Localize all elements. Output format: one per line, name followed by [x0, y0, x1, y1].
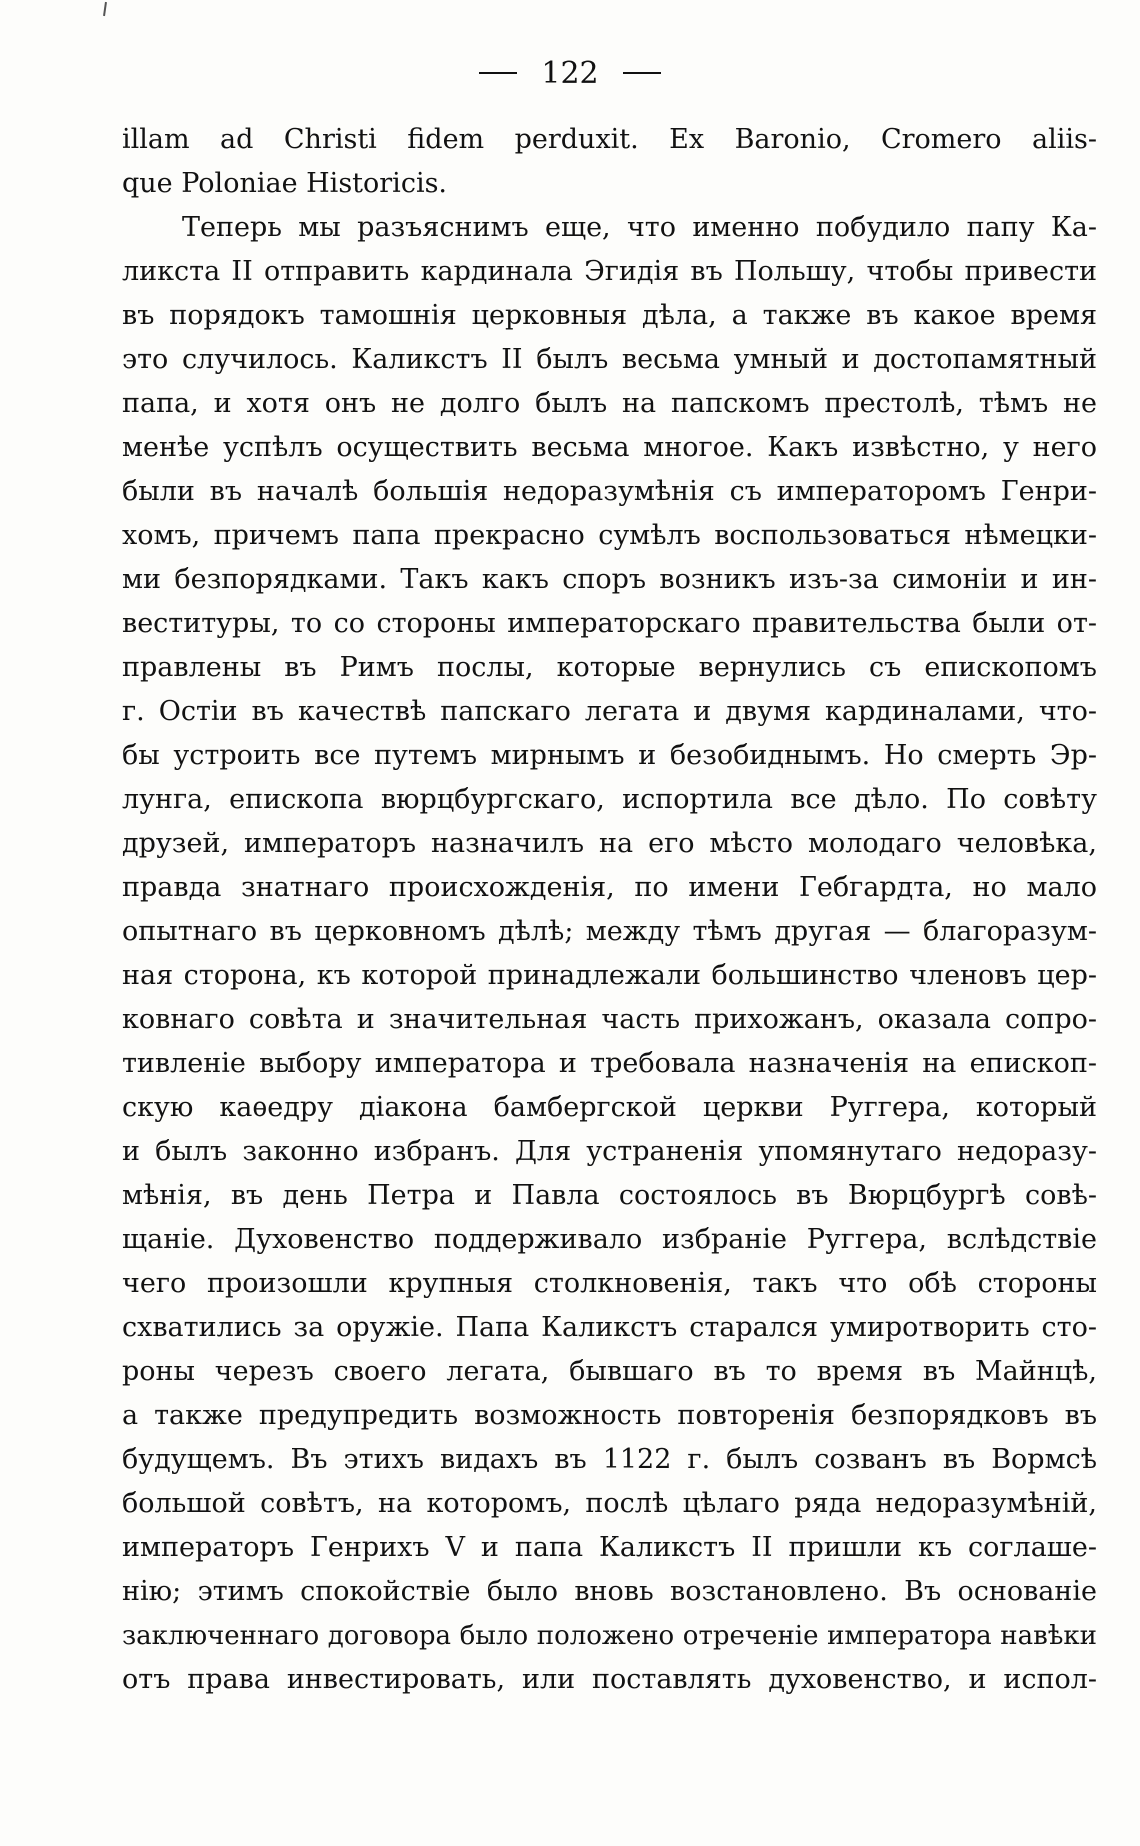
body-text: [122, 118, 1097, 1702]
text-line: правда знатнаго происхожденія, по имени Гебгардта, но мало: [122, 872, 1097, 903]
text-line: щаніе. Духовенство поддерживало избраніе Руггера, вслѣдствіе: [122, 1224, 1097, 1255]
text-line: друзей, императоръ назначилъ на его мѣсто молодаго человѣка,: [122, 828, 1097, 859]
text-line: и былъ законно избранъ. Для устраненія упомянутаго недоразу-: [122, 1136, 1097, 1167]
text-line: тивленіе выбору императора и требовала назначенія на епископ-: [122, 1048, 1097, 1079]
text-line: скую каѳедру діакона бамбергской церкви Руггера, который: [122, 1092, 1097, 1123]
text-line: а также предупредить возможность повторенія безпорядковъ въ: [122, 1400, 1097, 1431]
text-line: мѣнія, въ день Петра и Павла состоялось въ Вюрцбургѣ совѣ-: [122, 1180, 1097, 1211]
text-line: роны черезъ своего легата, бывшаго въ то время въ Майнцѣ,: [122, 1356, 1097, 1387]
text-line: ми безпорядками. Такъ какъ споръ возникъ изъ-за симоніи и ин-: [122, 564, 1097, 595]
text-line: ная сторона, къ которой принадлежали большинство членовъ цер-: [122, 960, 1097, 991]
page-number: 122: [541, 55, 599, 91]
text-line: схватились за оружіе. Папа Каликстъ старался умиротворить сто-: [122, 1312, 1097, 1343]
text-line: менѣе успѣлъ осуществить весьма многое. Какъ извѣстно, у него: [122, 432, 1097, 463]
text-line: будущемъ. Въ этихъ видахъ въ 1122 г. былъ созванъ въ Вормсѣ: [122, 1444, 1097, 1475]
text-line: отъ права инвестировать, или поставлять духовенство, и испол-: [122, 1664, 1097, 1695]
page-header: [0, 48, 1140, 98]
text-line: г. Остіи въ качествѣ папскаго легата и двумя кардиналами, что-: [122, 696, 1097, 727]
text-line: illam ad Christi fidem perduxit. Ex Baronio, Cromero aliis-: [122, 124, 1097, 155]
text-line: правлены въ Римъ послы, которые вернулись съ епископомъ: [122, 652, 1097, 683]
text-line: опытнаго въ церковномъ дѣлѣ; между тѣмъ другая — благоразум-: [122, 916, 1097, 947]
header-dash-left: [479, 72, 517, 74]
text-line: были въ началѣ большія недоразумѣнія съ императоромъ Генри-: [122, 476, 1097, 507]
header-dash-right: [623, 72, 661, 74]
text-line: que Poloniae Historicis.: [122, 168, 448, 199]
text-line: веституры, то со стороны императорскаго правительства были от-: [122, 608, 1097, 639]
text-line: бы устроить все путемъ мирнымъ и безобиднымъ. Но смерть Эр-: [122, 740, 1097, 771]
text-line: въ порядокъ тамошнія церковныя дѣла, а также въ какое время: [122, 300, 1097, 331]
text-line: чего произошли крупныя столкновенія, такъ что обѣ стороны: [122, 1268, 1097, 1299]
text-line: ковнаго совѣта и значительная часть прихожанъ, оказала сопро-: [122, 1004, 1097, 1035]
text-line: лунга, епископа вюрцбургскаго, испортила все дѣло. По совѣту: [122, 784, 1097, 815]
text-line: императоръ Генрихъ V и папа Каликстъ II пришли къ соглаше-: [122, 1532, 1097, 1563]
text-line: хомъ, причемъ папа прекрасно сумѣлъ воспользоваться нѣмецки-: [122, 520, 1097, 551]
text-line: большой совѣтъ, на которомъ, послѣ цѣлаго ряда недоразумѣній,: [122, 1488, 1097, 1519]
scan-mark: [103, 2, 107, 16]
text-line: это случилось. Каликстъ II былъ весьма умный и достопамятный: [122, 344, 1097, 375]
text-line: папа, и хотя онъ не долго былъ на папскомъ престолѣ, тѣмъ не: [122, 388, 1097, 419]
text-line: заключеннаго договора было положено отреченіе императора навѣки: [122, 1621, 1097, 1651]
text-line: ликста II отправить кардинала Эгидія въ Польшу, чтобы привести: [122, 256, 1097, 287]
text-line: нію; этимъ спокойствіе было вновь возстановлено. Въ основаніе: [122, 1576, 1097, 1607]
text-line: Теперь мы разъяснимъ еще, что именно побудило папу Ка-: [182, 212, 1097, 243]
